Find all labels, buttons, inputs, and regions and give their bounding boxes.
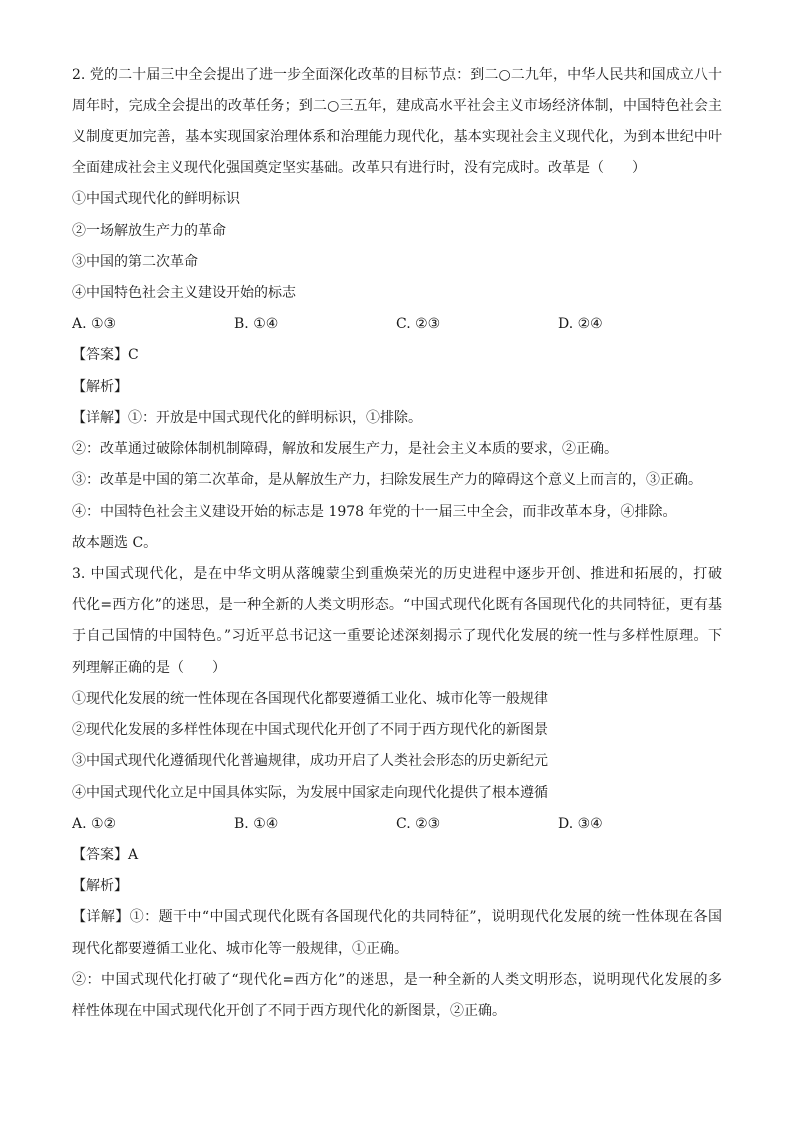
- explanation-line: ③：改革是中国的第二次革命，是从解放生产力，扫除发展生产力的障碍这个意义上而言的，③正确。: [72, 472, 702, 489]
- explanation-line: 【详解】①：题干中“中国式现代化既有各国现代化的共同特征”，说明现代化发展的统一性体现在各国: [72, 909, 722, 926]
- question-2: [72, 60, 722, 560]
- question-stem-line: 列理解正确的是（ ）: [72, 659, 226, 676]
- statement-item: ①中国式现代化的鲜明标识: [72, 191, 240, 208]
- explanation-line: ④：中国特色社会主义建设开始的标志是 1978 年党的十一届三中全会，而非改革本身，④排除。: [72, 503, 677, 520]
- statement-item: ③中国的第二次革命: [72, 253, 198, 270]
- question-stem-line: 全面建成社会主义现代化强国奠定坚实基础。改革只有进行时，没有完成时。改革是（ ）: [72, 160, 646, 177]
- option-b: B. ①④: [234, 815, 279, 832]
- statement-item: ①现代化发展的统一性体现在各国现代化都要遵循工业化、城市化等一般规律: [72, 690, 548, 707]
- explanation-line: 样性体现在中国式现代化开创了不同于西方现代化的新图景，②正确。: [72, 1003, 506, 1020]
- question-stem-line: 2. 党的二十届三中全会提出了进一步全面深化改革的目标节点：到二○二九年，中华人民共和国成立八十: [72, 66, 722, 83]
- option-a: A. ①②: [72, 815, 117, 832]
- option-c: C. ②③: [396, 316, 441, 333]
- answer-key: 【答案】C: [72, 347, 139, 364]
- answer-options: [72, 309, 722, 340]
- statement-item: ②现代化发展的多样性体现在中国式现代化开创了不同于西方现代化的新图景: [72, 722, 548, 739]
- document-page: [72, 60, 722, 1028]
- explanation-conclusion: 故本题选 C。: [72, 534, 158, 551]
- statement-item: ④中国式现代化立足中国具体实际，为发展中国家走向现代化提供了根本遵循: [72, 784, 548, 801]
- analysis-heading: 【解析】: [72, 378, 128, 395]
- question-stem-line: 代化=西方化”的迷思，是一种全新的人类文明形态。“中国式现代化既有各国现代化的共同特征，更有基: [72, 597, 722, 614]
- question-stem-line: 3. 中国式现代化，是在中华文明从落魄蒙尘到重焕荣光的历史进程中逐步开创、推进和拓展的，打破: [72, 566, 722, 582]
- explanation-line: ②：改革通过破除体制机制障碍，解放和发展生产力，是社会主义本质的要求，②正确。: [72, 441, 618, 458]
- answer-options: [72, 809, 722, 840]
- question-3: [72, 559, 722, 1027]
- question-stem-line: 于自己国情的中国特色。”习近平总书记这一重要论述深刻揭示了现代化发展的统一性与多样性原理。下: [72, 628, 722, 645]
- option-c: C. ②③: [396, 815, 441, 832]
- option-b: B. ①④: [234, 316, 279, 333]
- explanation-line: 现代化都要遵循工业化、城市化等一般规律，①正确。: [72, 940, 408, 957]
- explanation-line: ②：中国式现代化打破了“现代化=西方化”的迷思，是一种全新的人类文明形态，说明现代化发展的多: [72, 971, 722, 988]
- answer-key: 【答案】A: [72, 846, 139, 863]
- analysis-heading: 【解析】: [72, 878, 128, 895]
- question-stem-line: 义制度更加完善，基本实现国家治理体系和治理能力现代化，基本实现社会主义现代化，为到本世纪中叶: [72, 128, 722, 145]
- statement-item: ③中国式现代化遵循现代化普遍规律，成功开启了人类社会形态的历史新纪元: [72, 753, 548, 770]
- option-d: D. ③④: [558, 815, 603, 832]
- option-a: A. ①③: [72, 316, 117, 333]
- question-stem-line: 周年时，完成全会提出的改革任务；到二○三五年，建成高水平社会主义市场经济体制，中国特色社会主: [72, 97, 722, 114]
- option-d: D. ②④: [558, 316, 603, 333]
- statement-item: ④中国特色社会主义建设开始的标志: [72, 285, 296, 302]
- explanation-line: 【详解】①：开放是中国式现代化的鲜明标识，①排除。: [72, 409, 422, 426]
- statement-item: ②一场解放生产力的革命: [72, 222, 226, 239]
